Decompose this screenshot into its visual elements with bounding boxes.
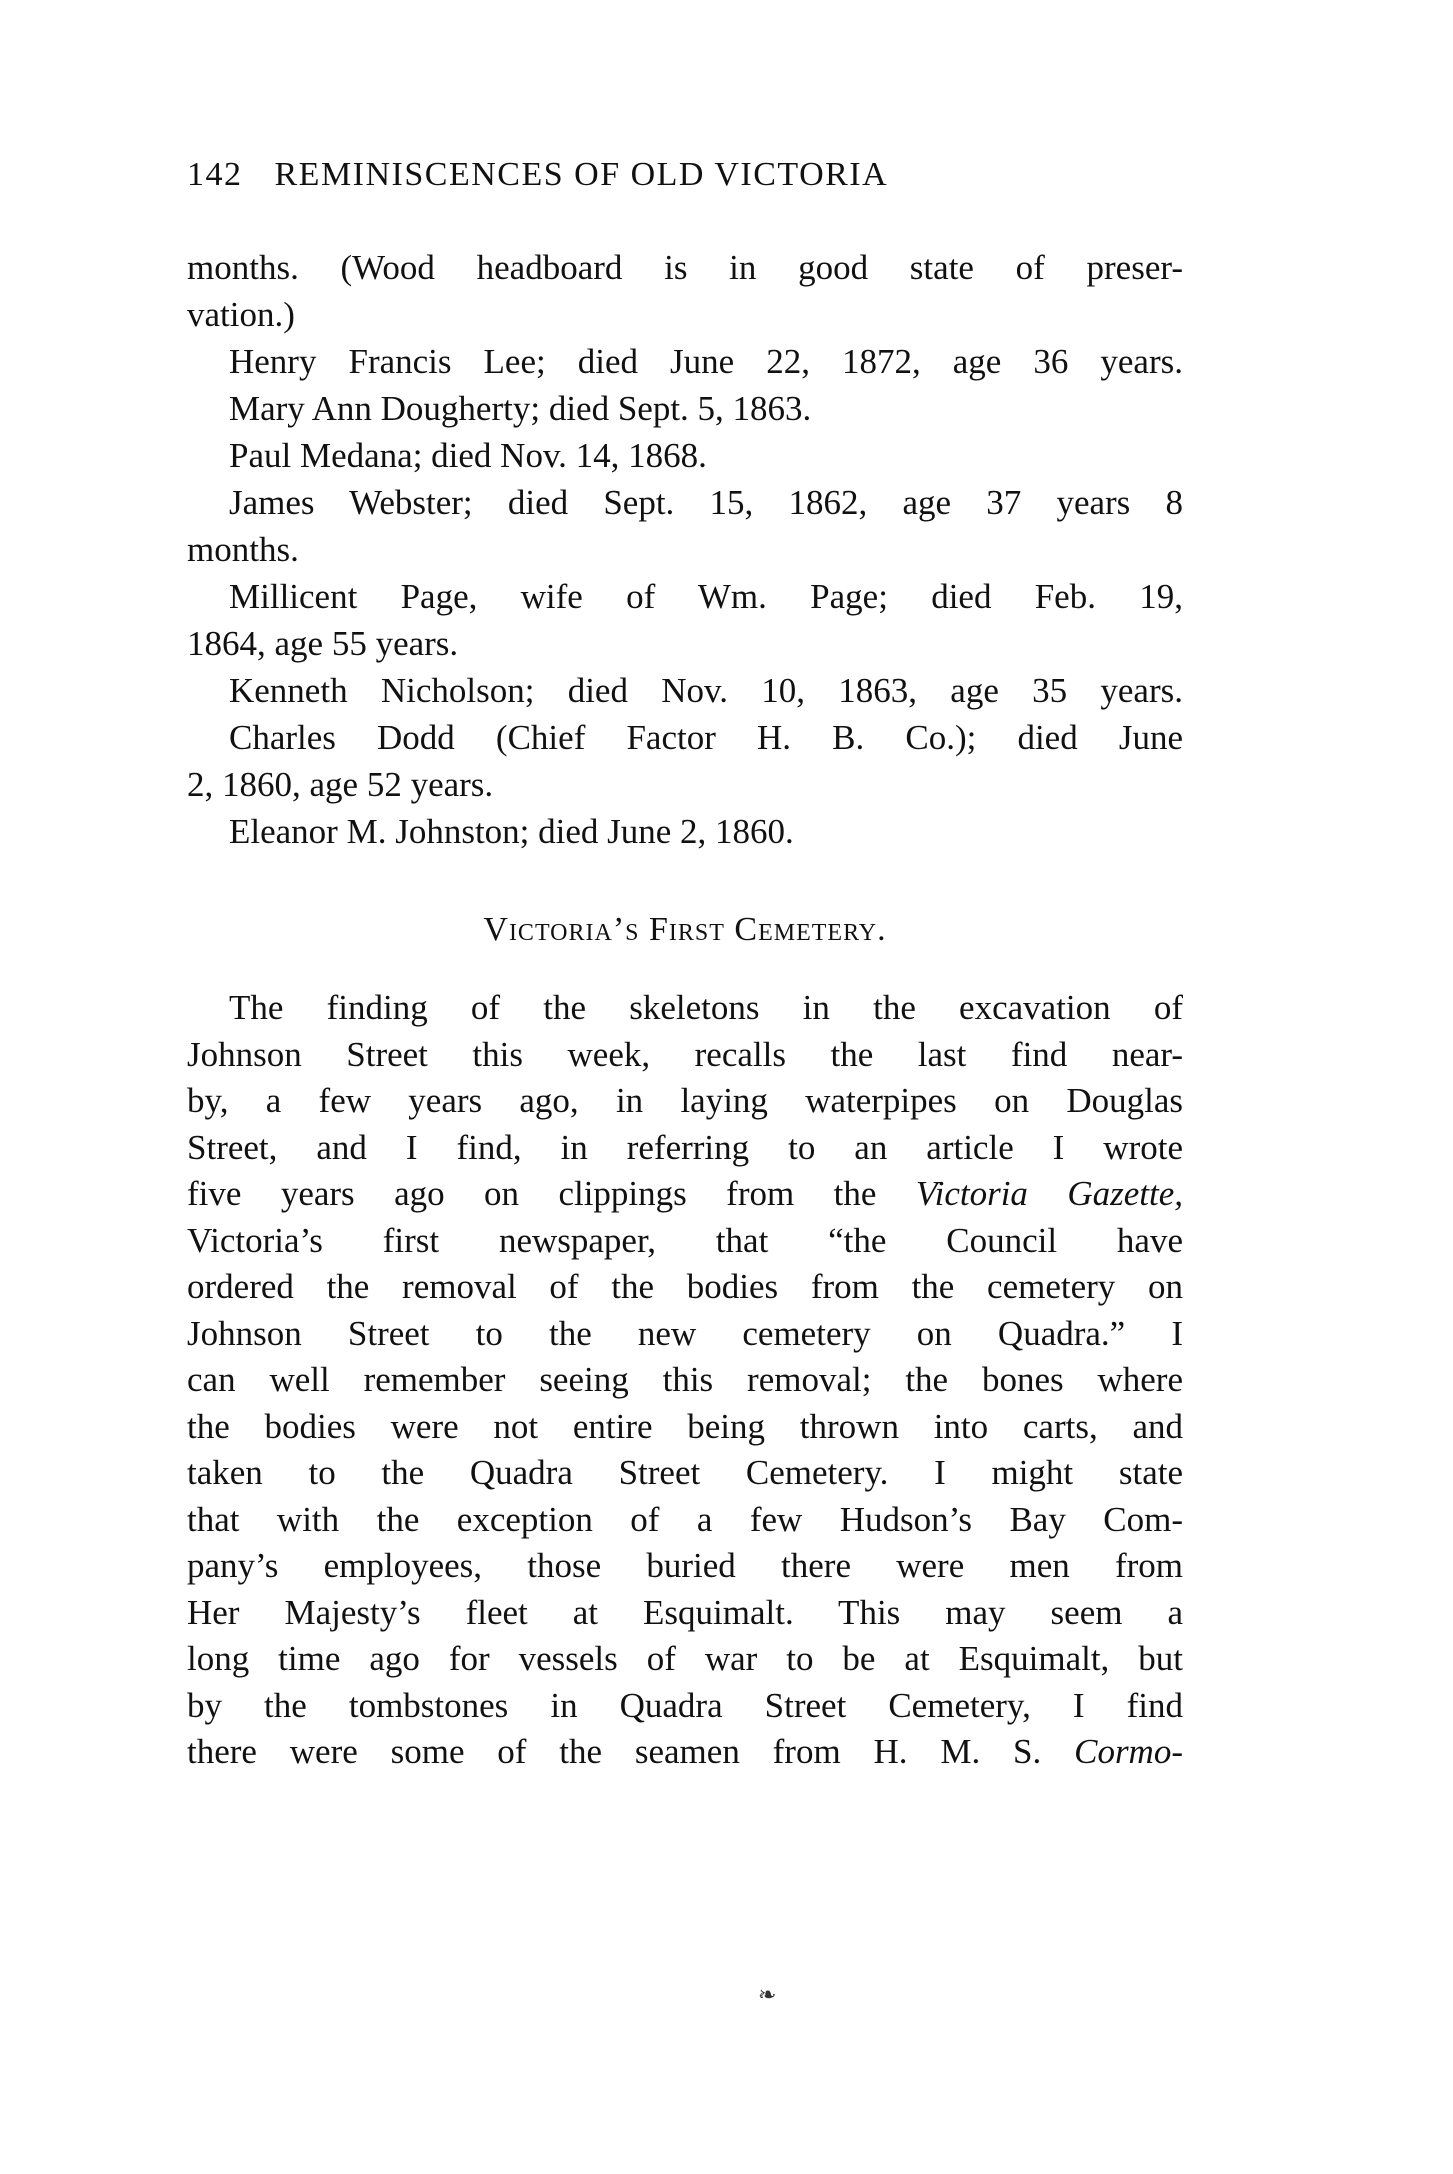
paragraph-line (187, 1171, 1183, 1218)
entry-line: Mary Ann Dougherty; died Sept. 5, 1863. (229, 389, 812, 428)
paragraph-line (187, 1683, 1183, 1730)
line-text: Johnson Street to the new cemetery on Quadra.” I (187, 1313, 1183, 1353)
entry-line: Kenneth Nicholson; died Nov. 10, 1863, age 35 years. (229, 671, 1183, 710)
line-text: that with the exception of a few Hudson’s Bay Com- (187, 1499, 1183, 1539)
line-text: pany’s employees, those buried there were men from (187, 1546, 1183, 1585)
line-text: taken to the Quadra Street Cemetery. I might state (187, 1453, 1183, 1492)
paragraph-line (187, 1450, 1183, 1497)
body-paragraph (187, 985, 1183, 1776)
entry-line: months. (187, 530, 299, 569)
entry-line: 1864, age 55 years. (187, 624, 459, 663)
line-text: can well remember seeing this removal; the bones where (187, 1360, 1183, 1399)
entry-line: 2, 1860, age 52 years. (187, 765, 494, 804)
line-text: there were some of the seamen from H. M. S. (187, 1732, 1075, 1771)
line-text: five years ago on clippings from the (187, 1174, 916, 1213)
paragraph-line (187, 1357, 1183, 1404)
paragraph-line (187, 1404, 1183, 1451)
paragraph-line (187, 1032, 1183, 1079)
paragraph-line (187, 1125, 1183, 1172)
entry-line: Paul Medana; died Nov. 14, 1868. (229, 436, 707, 475)
italic-title-text: Victoria Gazette, (915, 1174, 1183, 1213)
paragraph-line (187, 985, 1183, 1032)
running-header (187, 156, 1167, 194)
paragraph-line (187, 1218, 1183, 1265)
paragraph-line (187, 1636, 1183, 1683)
printer-mark-icon: ❧ (758, 1982, 777, 2007)
section-heading: Victoria’s First Cemetery. (483, 911, 887, 948)
entry-line: James Webster; died Sept. 15, 1862, age 37 years 8 (229, 483, 1183, 522)
entry-line: Charles Dodd (Chief Factor H. B. Co.); died June (229, 718, 1183, 757)
line-text: Victoria’s first newspaper, that “the Council have (187, 1220, 1183, 1260)
line-text: Her Majesty’s fleet at Esquimalt. This may seem a (187, 1592, 1183, 1632)
entry-line: vation.) (187, 295, 295, 334)
entry-line: Eleanor M. Johnston; died June 2, 1860. (229, 812, 794, 851)
line-text: the bodies were not entire being thrown into carts, and (187, 1406, 1183, 1446)
paragraph-line (187, 1497, 1183, 1544)
paragraph-line (187, 1590, 1183, 1637)
entry-line: months. (Wood headboard is in good state of preser- (187, 248, 1183, 287)
book-title: REMINISCENCES OF OLD VICTORIA (274, 156, 889, 193)
line-text: long time ago for vessels of war to be at Esquimalt, but (187, 1639, 1183, 1678)
line-text: Johnson Street this week, recalls the last find near- (187, 1034, 1183, 1074)
entry-line: Henry Francis Lee; died June 22, 1872, age 36 years. (229, 342, 1183, 381)
burial-entries-list (187, 244, 1183, 855)
entry-line: Millicent Page, wife of Wm. Page; died Feb. 19, (229, 577, 1183, 616)
italic-title-text: Cormo- (1074, 1732, 1183, 1771)
paragraph-line (187, 1311, 1183, 1358)
paragraph-line (187, 1543, 1183, 1590)
line-text: ordered the removal of the bodies from the cemetery on (187, 1267, 1183, 1306)
line-text: by, a few years ago, in laying waterpipes on Douglas (187, 1081, 1183, 1120)
line-text: Street, and I find, in referring to an article I wrote (187, 1127, 1183, 1167)
paragraph-line (187, 1264, 1183, 1311)
paragraph-line (187, 1729, 1183, 1776)
page-number: 142 (187, 156, 243, 193)
line-text: by the tombstones in Quadra Street Cemetery, I find (187, 1685, 1183, 1725)
line-text: The finding of the skeletons in the excavation of (229, 988, 1183, 1027)
paragraph-line (187, 1078, 1183, 1125)
